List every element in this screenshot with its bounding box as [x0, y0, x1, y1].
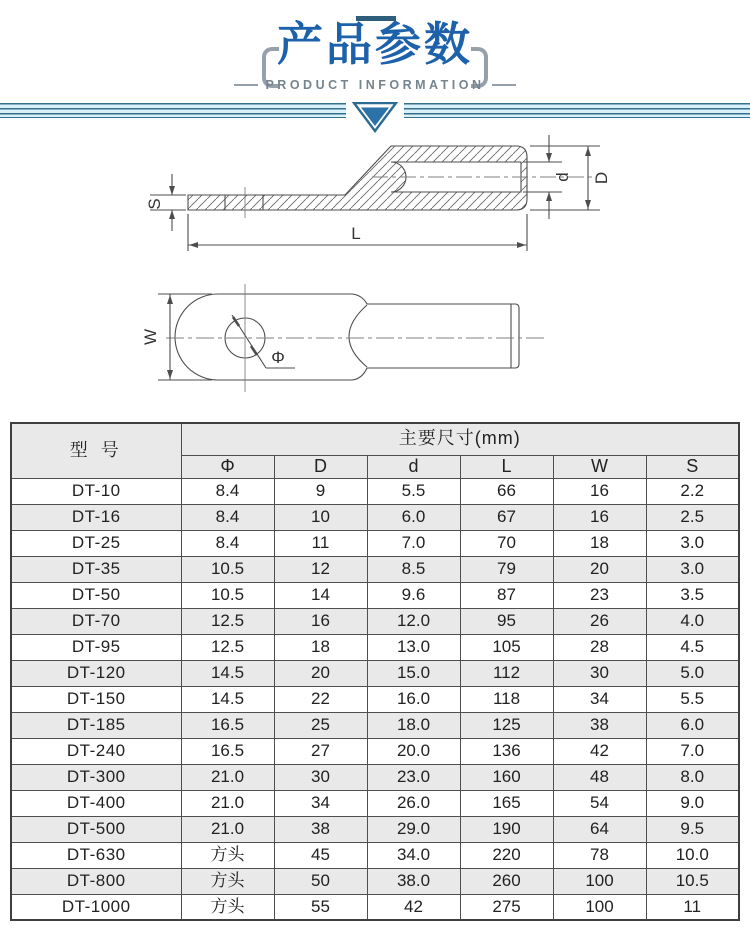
cell-value: 5.5 [646, 686, 739, 712]
dimension-l [188, 214, 527, 251]
cell-value: 45 [274, 842, 367, 868]
table-row [11, 842, 739, 868]
cell-value: 6.0 [367, 504, 460, 530]
cell-value: 22 [274, 686, 367, 712]
spec-table-body [11, 478, 739, 920]
table-row [11, 738, 739, 764]
top-view [141, 284, 548, 392]
cell-model: DT-300 [11, 764, 181, 790]
header-dimensions: 主要尺寸(mm) [181, 423, 739, 455]
cell-value: 16 [553, 478, 646, 504]
table-row [11, 686, 739, 712]
cell-value: 42 [367, 894, 460, 920]
cell-value: 30 [553, 660, 646, 686]
cell-value: 20 [274, 660, 367, 686]
dim-label-l: L [351, 224, 361, 243]
cell-value: 38.0 [367, 868, 460, 894]
cell-value: 55 [274, 894, 367, 920]
cell-value: 100 [553, 894, 646, 920]
cell-value: 78 [553, 842, 646, 868]
cell-value: 16 [553, 504, 646, 530]
cell-value: 8.4 [181, 478, 274, 504]
cell-value: 42 [553, 738, 646, 764]
cell-value: 26.0 [367, 790, 460, 816]
cell-model: DT-25 [11, 530, 181, 556]
cell-value: 9.0 [646, 790, 739, 816]
cell-value: 16.0 [367, 686, 460, 712]
cell-value: 16.5 [181, 738, 274, 764]
cell-value: 95 [460, 608, 553, 634]
cell-model: DT-150 [11, 686, 181, 712]
cell-value: 2.5 [646, 504, 739, 530]
cell-value: 21.0 [181, 764, 274, 790]
cell-model: DT-50 [11, 582, 181, 608]
cell-value: 20.0 [367, 738, 460, 764]
cell-model: DT-185 [11, 712, 181, 738]
page-subtitle-row [0, 78, 750, 92]
table-row [11, 660, 739, 686]
cell-value: 15.0 [367, 660, 460, 686]
spec-table [10, 422, 740, 921]
cell-value: 29.0 [367, 816, 460, 842]
cell-value: 34 [274, 790, 367, 816]
cell-value: 8.4 [181, 530, 274, 556]
cell-value: 4.0 [646, 608, 739, 634]
cell-value: 18 [553, 530, 646, 556]
page-header [0, 0, 750, 97]
dim-label-s: S [145, 198, 164, 210]
cell-value: 20 [553, 556, 646, 582]
cell-value: 10.5 [181, 556, 274, 582]
cell-model: DT-35 [11, 556, 181, 582]
cell-value: 12.0 [367, 608, 460, 634]
cell-value: 7.0 [367, 530, 460, 556]
cell-value: 54 [553, 790, 646, 816]
dim-label-d-small: d [553, 172, 572, 182]
cell-value: 79 [460, 556, 553, 582]
cell-value: 16.5 [181, 712, 274, 738]
cell-value: 2.2 [646, 478, 739, 504]
cell-model: DT-500 [11, 816, 181, 842]
cell-value: 21.0 [181, 790, 274, 816]
cell-value: 9 [274, 478, 367, 504]
cell-value: 13.0 [367, 634, 460, 660]
cell-value: 10.5 [646, 868, 739, 894]
cell-model: DT-95 [11, 634, 181, 660]
table-row [11, 504, 739, 530]
cell-value: 方头 [181, 894, 274, 920]
cell-value: 38 [553, 712, 646, 738]
cell-value: 87 [460, 582, 553, 608]
cell-value: 50 [274, 868, 367, 894]
dimension-s [145, 174, 186, 231]
cell-value: 190 [460, 816, 553, 842]
cell-model: DT-16 [11, 504, 181, 530]
cell-value: 105 [460, 634, 553, 660]
cell-value: 38 [274, 816, 367, 842]
technical-drawing [0, 118, 750, 418]
cell-value: 12.5 [181, 608, 274, 634]
table-row [11, 530, 739, 556]
cell-value: 方头 [181, 868, 274, 894]
cell-value: 275 [460, 894, 553, 920]
page-subtitle: PRODUCT INFORMATION [265, 78, 485, 92]
cell-model: DT-120 [11, 660, 181, 686]
page-title: 产品参数 [277, 18, 473, 70]
cell-value: 260 [460, 868, 553, 894]
table-row [11, 790, 739, 816]
cell-value: 30 [274, 764, 367, 790]
dim-label-d-big: D [592, 171, 611, 185]
cell-value: 5.0 [646, 660, 739, 686]
cell-value: 160 [460, 764, 553, 790]
dim-label-w: W [141, 328, 160, 346]
cell-value: 14.5 [181, 660, 274, 686]
cell-value: 8.0 [646, 764, 739, 790]
cell-value: 21.0 [181, 816, 274, 842]
cell-value: 112 [460, 660, 553, 686]
cell-value: 9.6 [367, 582, 460, 608]
cell-value: 12.5 [181, 634, 274, 660]
cell-value: 14.5 [181, 686, 274, 712]
cell-value: 18.0 [367, 712, 460, 738]
spec-table-header [11, 423, 739, 478]
cell-value: 方头 [181, 842, 274, 868]
cell-value: 23 [553, 582, 646, 608]
header-col-D: D [274, 455, 367, 478]
cell-value: 27 [274, 738, 367, 764]
cell-value: 25 [274, 712, 367, 738]
cell-value: 12 [274, 556, 367, 582]
header-col-L: L [460, 455, 553, 478]
cell-value: 26 [553, 608, 646, 634]
table-row [11, 634, 739, 660]
cell-model: DT-70 [11, 608, 181, 634]
cell-value: 18 [274, 634, 367, 660]
cell-value: 100 [553, 868, 646, 894]
header-col-W: W [553, 455, 646, 478]
table-row [11, 868, 739, 894]
header-col-d: d [367, 455, 460, 478]
table-row [11, 478, 739, 504]
down-triangle-icon [352, 102, 398, 134]
cell-value: 8.5 [367, 556, 460, 582]
cell-value: 16 [274, 608, 367, 634]
table-row [11, 764, 739, 790]
cell-value: 118 [460, 686, 553, 712]
cell-model: DT-400 [11, 790, 181, 816]
cell-value: 7.0 [646, 738, 739, 764]
cell-value: 10.5 [181, 582, 274, 608]
cell-value: 67 [460, 504, 553, 530]
cell-model: DT-1000 [11, 894, 181, 920]
divider-stripe-band [0, 103, 750, 118]
cell-value: 48 [553, 764, 646, 790]
cell-model: DT-240 [11, 738, 181, 764]
subtitle-line-right [492, 84, 516, 87]
cell-value: 10.0 [646, 842, 739, 868]
cell-value: 11 [274, 530, 367, 556]
cell-value: 66 [460, 478, 553, 504]
cell-model: DT-10 [11, 478, 181, 504]
cell-value: 136 [460, 738, 553, 764]
cell-value: 34 [553, 686, 646, 712]
side-view [145, 135, 611, 251]
table-row [11, 894, 739, 920]
table-row [11, 556, 739, 582]
cell-value: 3.5 [646, 582, 739, 608]
header-col-S: S [646, 455, 739, 478]
cell-value: 5.5 [367, 478, 460, 504]
cell-value: 220 [460, 842, 553, 868]
cell-value: 3.0 [646, 530, 739, 556]
cell-value: 64 [553, 816, 646, 842]
cell-value: 4.5 [646, 634, 739, 660]
cell-value: 11 [646, 894, 739, 920]
cell-value: 165 [460, 790, 553, 816]
cell-value: 6.0 [646, 712, 739, 738]
cell-value: 125 [460, 712, 553, 738]
cell-value: 14 [274, 582, 367, 608]
cell-model: DT-630 [11, 842, 181, 868]
cell-value: 28 [553, 634, 646, 660]
table-row [11, 712, 739, 738]
cell-value: 70 [460, 530, 553, 556]
dim-label-phi: Φ [271, 348, 285, 367]
cell-value: 23.0 [367, 764, 460, 790]
table-row [11, 816, 739, 842]
cell-value: 34.0 [367, 842, 460, 868]
cell-model: DT-800 [11, 868, 181, 894]
header-col-phi: Φ [181, 455, 274, 478]
cell-value: 10 [274, 504, 367, 530]
cell-value: 9.5 [646, 816, 739, 842]
table-row [11, 582, 739, 608]
table-row [11, 608, 739, 634]
header-model: 型 号 [11, 423, 181, 478]
subtitle-line-left [234, 84, 258, 87]
cell-value: 8.4 [181, 504, 274, 530]
cell-value: 3.0 [646, 556, 739, 582]
